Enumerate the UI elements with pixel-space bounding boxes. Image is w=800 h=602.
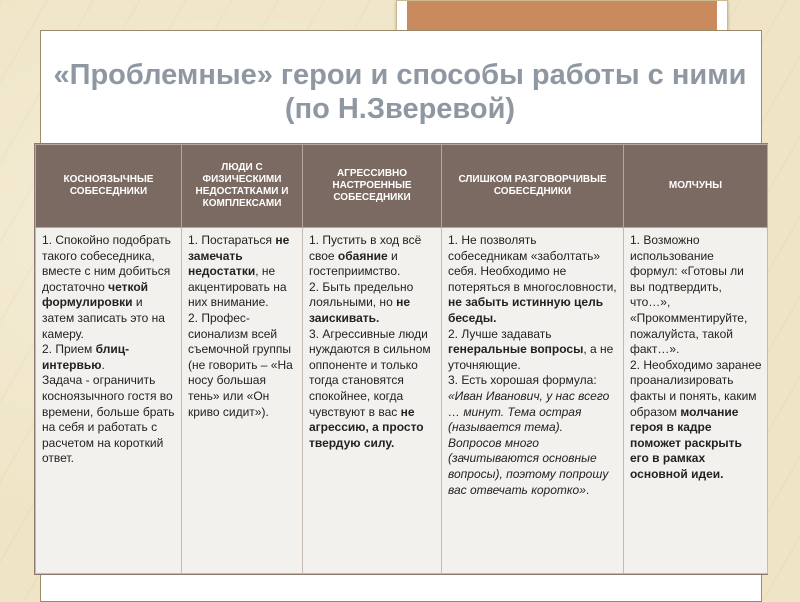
methods-table (34, 143, 768, 575)
text: 2. Необходимо заранее проанализировать факты и понять, каким образом (630, 357, 762, 419)
text: , не акцентировать на них внимание. (188, 264, 287, 310)
text-block (188, 233, 297, 311)
header-aggressive: АГРЕССИВНО НАСТРОЕННЫЕ СОБЕСЕДНИКИ (303, 145, 442, 228)
text: 2. Быть предельно лояльными, но (309, 279, 414, 310)
text-block: 1. Возможно использование формул: «Готовы ли вы подтвердить, что…», «Прокомментируйте, пожалуйста, такой факт…». (630, 233, 748, 357)
cell-physical-defects (182, 228, 303, 574)
header-talkative: СЛИШКОМ РАЗГОВОРЧИВЫЕ СОБЕСЕДНИКИ (442, 145, 624, 228)
bold-text: генеральные вопросы (448, 342, 584, 357)
text-block: 2. Профес-сионализм всей съемочной группы (не говорить – «На носу большая тень» или «Он криво сидит»). (188, 310, 293, 419)
text: 3. Агрессивные люди нуждаются в сильном оппоненте и только тогда становятся спокойнее, когда чувствуют в вас (309, 326, 431, 419)
header-silent: МОЛЧУНЫ (624, 145, 768, 228)
text-block: Задача - ограничить косноязычного гостя во времени, больше брать на себя и работать с расчетом на короткий ответ. (42, 373, 175, 466)
table-row (36, 228, 768, 574)
bold-text: не заискивать. (309, 295, 410, 325)
header-tongue-tied: КОСНОЯЗЫЧНЫЕ СОБЕСЕДНИКИ (36, 145, 182, 228)
text: 1. Постараться (188, 233, 276, 247)
text-block (630, 358, 762, 483)
bold-text: не забыть истинную цель беседы. (448, 295, 604, 325)
text: 3. Есть хорошая формула: (448, 373, 597, 388)
text: и гостеприимство. (309, 248, 401, 279)
bold-text: молчание героя в кадре поможет раскрыть его в рамках основной идеи. (630, 404, 742, 481)
text: 2. Лучше задавать (448, 326, 552, 341)
cell-talkative (442, 228, 624, 574)
bold-text: блиц-интервью (42, 342, 130, 372)
text-block (448, 373, 618, 498)
text-block (448, 327, 618, 374)
bold-text: четкой формулировки (42, 279, 149, 310)
cell-tongue-tied (36, 228, 182, 574)
slide-title: «Проблемные» герои и способы работы с ними (по Н.Зверевой) (53, 59, 747, 125)
text: 2. Прием (42, 342, 96, 357)
header-physical-defects: ЛЮДИ С ФИЗИЧЕСКИМИ НЕДОСТАТКАМИ И КОМПЛЕКСАМИ (182, 145, 303, 228)
cell-silent (624, 228, 768, 574)
text-block (309, 280, 436, 327)
text-block (309, 233, 436, 280)
text-block (42, 233, 176, 342)
bold-text: не замечать недостатки (188, 233, 290, 279)
text: . (585, 482, 590, 497)
text-block (309, 327, 436, 452)
cell-aggressive (303, 228, 442, 574)
text-block (448, 233, 618, 327)
text: 1. Пустить в ход всё свое (309, 233, 422, 263)
text: и затем записать это на камеру. (42, 295, 165, 341)
table-header-row (36, 145, 768, 228)
text-block (42, 342, 176, 373)
bold-text: не агрессию, а просто твердую силу. (309, 404, 424, 450)
italic-text: «Иван Иванович, у нас всего … минут. Тема острая (называется тема). Вопросов много (зачитываются основные вопросы), поэтому попрошу вас отвечать коротко» (448, 388, 610, 497)
bold-text: обаяние (337, 248, 388, 263)
text: 1. Спокойно подобрать такого собеседника, вместе с ним добиться достаточно (42, 233, 171, 294)
text: , а не уточняющие. (448, 342, 614, 372)
text: . (101, 357, 105, 372)
text: 1. Не позволять собеседникам «заболтать» себя. Необходимо не потеряться в многословности, (448, 233, 617, 294)
